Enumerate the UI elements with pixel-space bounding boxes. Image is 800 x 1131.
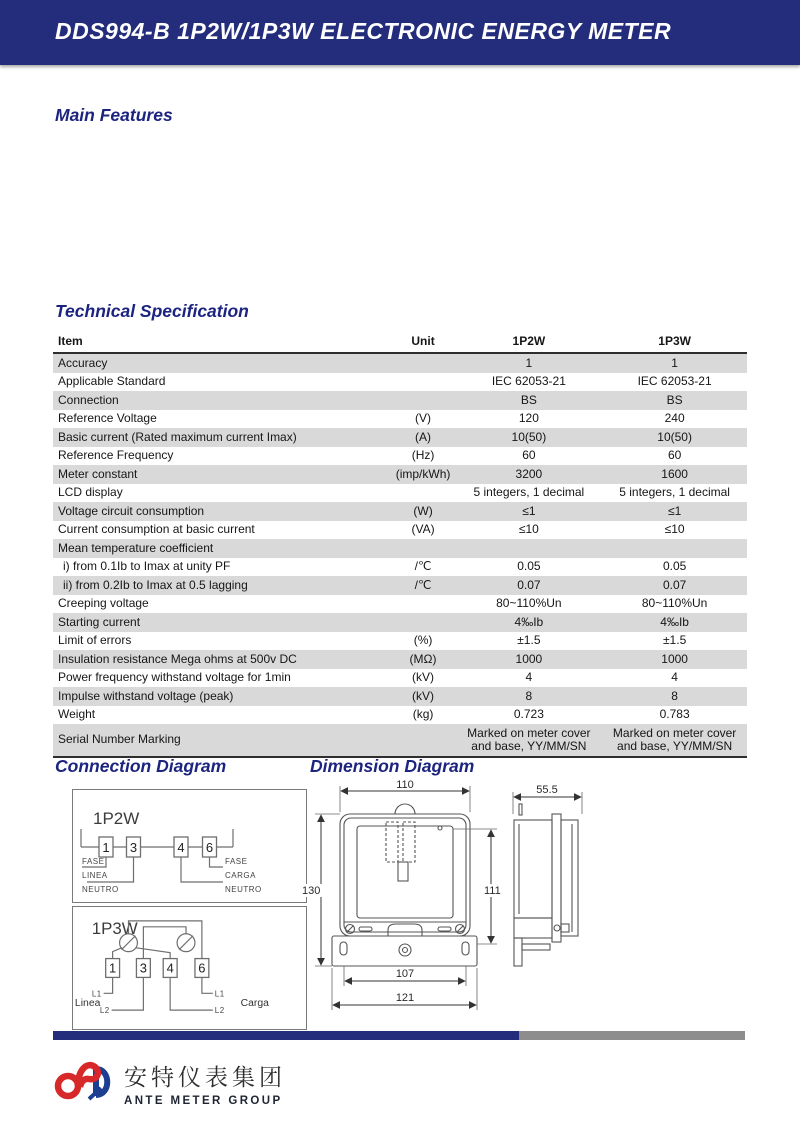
ante-logo-icon [52,1057,120,1103]
footer-divider-bar [53,1031,745,1040]
cell-unit [390,595,456,614]
cell-1p3w [601,539,747,558]
main-features-heading: Main Features [55,105,173,125]
cell-1p2w: 5 integers, 1 decimal [473,485,585,499]
cell-1p3w: 1600 [661,466,688,481]
spec-table-header-row [53,331,747,353]
label-l2-left: L2 [99,1006,110,1016]
table-row [53,521,747,540]
cell-item: Basic current (Rated maximum current Imax) [58,429,297,444]
cell-1p3w: BS [666,392,683,407]
company-name-chinese: 安特仪表集团 [124,1065,286,1091]
company-name-english: ANTE METER GROUP [124,1095,283,1107]
page-title: DDS994-B 1P2W/1P3W ELECTRONIC ENERGY METER [55,18,672,44]
label-linea: LINEA [82,871,108,880]
main-features-section [55,105,173,136]
cell-1p2w: 0.723 [513,707,544,721]
cell-item: Limit of errors [58,633,132,647]
column-header-1p3w: 1P3W [601,331,747,353]
cell-unit [390,373,456,392]
cell-item: Insulation resistance Mega ohms at 500v DC [58,651,297,666]
cell-unit [390,391,456,410]
cell-1p3w: 0.05 [662,559,687,573]
cell-item: Creeping voltage [58,596,149,610]
brand-text [124,1059,286,1107]
label-l2-right: L2 [214,1006,225,1016]
cell-1p2w: 10(50) [511,429,547,444]
terminal-6: 6 [205,840,214,855]
cell-1p2w: 0.05 [517,559,541,573]
cell-unit: (kV) [412,670,435,684]
table-row [53,669,747,688]
dim-hole-spacing: 107 [395,968,415,980]
cell-1p3w: 1000 [661,651,688,666]
cell-item: LCD display [58,485,123,499]
dim-depth: 55.5 [536,784,558,796]
cell-1p3w: 8 [671,688,678,703]
cell-1p3w: 0.783 [659,707,690,721]
connection-diagram-1p3w [72,906,307,1030]
cell-unit: (A) [415,429,432,444]
cell-unit: (%) [413,633,433,647]
cell-1p2w [456,539,602,558]
table-row [53,447,747,466]
cell-1p3w: 5 integers, 1 decimal [619,485,730,499]
header-bar [0,0,800,65]
cell-unit: (MΩ) [409,651,437,666]
cell-1p3w: 240 [664,411,685,425]
column-header-1p2w: 1P2W [456,331,602,353]
cell-item: ii) from 0.2Ib to Imax at 0.5 lagging [63,577,248,592]
cell-1p2w: 4‰Ib [514,614,544,629]
side-dimensions [513,784,582,814]
dim-right-height: 111 [484,885,501,897]
label-neutro-left: NEUTRO [82,885,119,894]
table-row [53,484,747,503]
divider-navy-segment [53,1031,519,1040]
cell-item: Current consumption at basic current [58,522,255,536]
cell-1p3w: 10(50) [657,429,692,444]
cell-1p3w: ≤10 [664,522,685,536]
table-row [53,576,747,595]
cell-item: Impulse withstand voltage (peak) [58,688,234,703]
cell-1p2w: ≤10 [518,522,539,536]
cell-1p3w: 1 [671,355,678,370]
terminal-1: 1 [102,840,110,855]
dimension-drawing [300,778,760,1030]
cell-1p3w: ≤1 [667,503,682,518]
cell-1p3w: 4‰Ib [660,614,689,629]
cell-unit [390,484,456,503]
terminal-4: 4 [166,960,174,976]
cell-item: Reference Voltage [58,411,157,425]
cell-1p2w: 3200 [515,466,543,481]
terminal-3: 3 [139,960,147,976]
wiring-diagram-1p3w [73,907,306,1029]
cell-item: Meter constant [58,466,138,481]
cell-1p2w: BS [520,392,537,407]
label-l1-right: L1 [214,989,225,999]
label-carga: Carga [240,998,269,1010]
cell-1p2w: 120 [518,411,539,425]
cell-1p2w: Marked on meter cover and base, YY/MM/SN [467,725,591,753]
table-row [53,502,747,521]
table-row [53,632,747,651]
cell-1p2w: 1000 [515,651,543,666]
meter-side-view [514,804,578,966]
wiring-diagram-1p2w [73,790,306,902]
cell-unit: (kg) [412,707,434,721]
cell-1p3w: Marked on meter cover and base, YY/MM/SN [612,725,737,753]
cell-1p3w: IEC 62053-21 [637,374,712,388]
table-row [53,724,747,757]
cell-1p3w: 80~110%Un [641,596,708,610]
terminal-1: 1 [109,960,117,976]
cell-1p3w: 60 [667,448,682,462]
cell-1p2w: 1 [525,355,533,370]
cell-unit: /℃ [414,559,432,573]
table-row [53,687,747,706]
cell-unit: (kV) [412,688,435,703]
table-row [53,353,747,373]
cell-unit: (Hz) [411,448,435,462]
spec-table [53,331,747,758]
cell-item: Mean temperature coefficient [58,540,214,555]
cell-item: Applicable Standard [58,374,166,388]
cell-unit [390,353,456,373]
cell-1p2w: 80~110%Un [496,596,562,610]
table-row [53,410,747,429]
label-fase-left: FASE [82,857,105,866]
table-row [53,465,747,484]
cell-1p2w: 0.07 [517,577,541,592]
label-linea: Linea [74,998,101,1010]
cell-1p3w: 0.07 [662,577,687,592]
cell-unit: (VA) [411,522,435,536]
table-row [53,595,747,614]
technical-specification-section [53,301,747,758]
cell-unit [390,539,456,558]
cell-1p2w: 8 [525,688,533,703]
table-row [53,428,747,447]
cell-unit: (imp/kWh) [395,466,451,481]
technical-specification-heading: Technical Specification [55,301,249,321]
cell-item: Power frequency withstand voltage for 1min [58,670,291,684]
cell-unit: (V) [415,411,432,425]
dim-left-height: 130 [302,885,321,897]
table-row [53,558,747,577]
table-row [53,613,747,632]
cell-1p2w: 60 [522,448,536,462]
meter-front-view [332,804,477,966]
cell-item: Connection [58,392,119,407]
table-row [53,539,747,558]
diagram-label-1p2w: 1P2W [93,809,140,828]
connection-diagram-heading: Connection Diagram [55,756,227,776]
cell-1p2w: IEC 62053-21 [491,374,566,388]
cell-item: Weight [58,707,96,721]
cell-1p2w: ±1.5 [517,633,541,647]
connection-diagram-1p2w [72,789,307,903]
column-header-unit: Unit [390,331,456,353]
divider-gray-segment [519,1031,745,1040]
terminal-3: 3 [129,840,138,855]
label-carga: CARGA [225,871,256,880]
label-l1-left: L1 [91,989,102,999]
cell-item: Reference Frequency [58,448,174,462]
cell-item: Starting current [58,614,141,629]
cell-unit: /℃ [414,577,432,592]
table-row [53,706,747,725]
diagram-label-1p3w: 1P3W [91,918,138,938]
cell-item: Accuracy [58,355,108,370]
table-row [53,373,747,392]
terminal-4: 4 [177,840,185,855]
terminal-6: 6 [198,960,206,976]
cell-unit [390,724,456,757]
cell-item: i) from 0.1Ib to Imax at unity PF [63,559,231,573]
table-row [53,391,747,410]
label-neutro-right: NEUTRO [225,885,262,894]
cell-unit: (W) [413,503,433,518]
cell-1p3w: 4 [671,670,678,684]
dim-top-width: 110 [396,779,414,791]
cell-item: Serial Number Marking [58,732,181,747]
cell-1p2w: ≤1 [522,503,536,518]
cell-unit [390,613,456,632]
label-fase-right: FASE [225,857,248,866]
dimension-diagram-heading: Dimension Diagram [310,756,475,776]
cell-1p2w: 4 [525,670,533,684]
column-header-item: Item [53,331,390,353]
cell-item: Voltage circuit consumption [58,503,205,518]
spec-table-body [53,353,747,757]
table-row [53,650,747,669]
cell-1p3w: ±1.5 [662,633,687,647]
dim-bottom-width: 121 [395,992,415,1004]
